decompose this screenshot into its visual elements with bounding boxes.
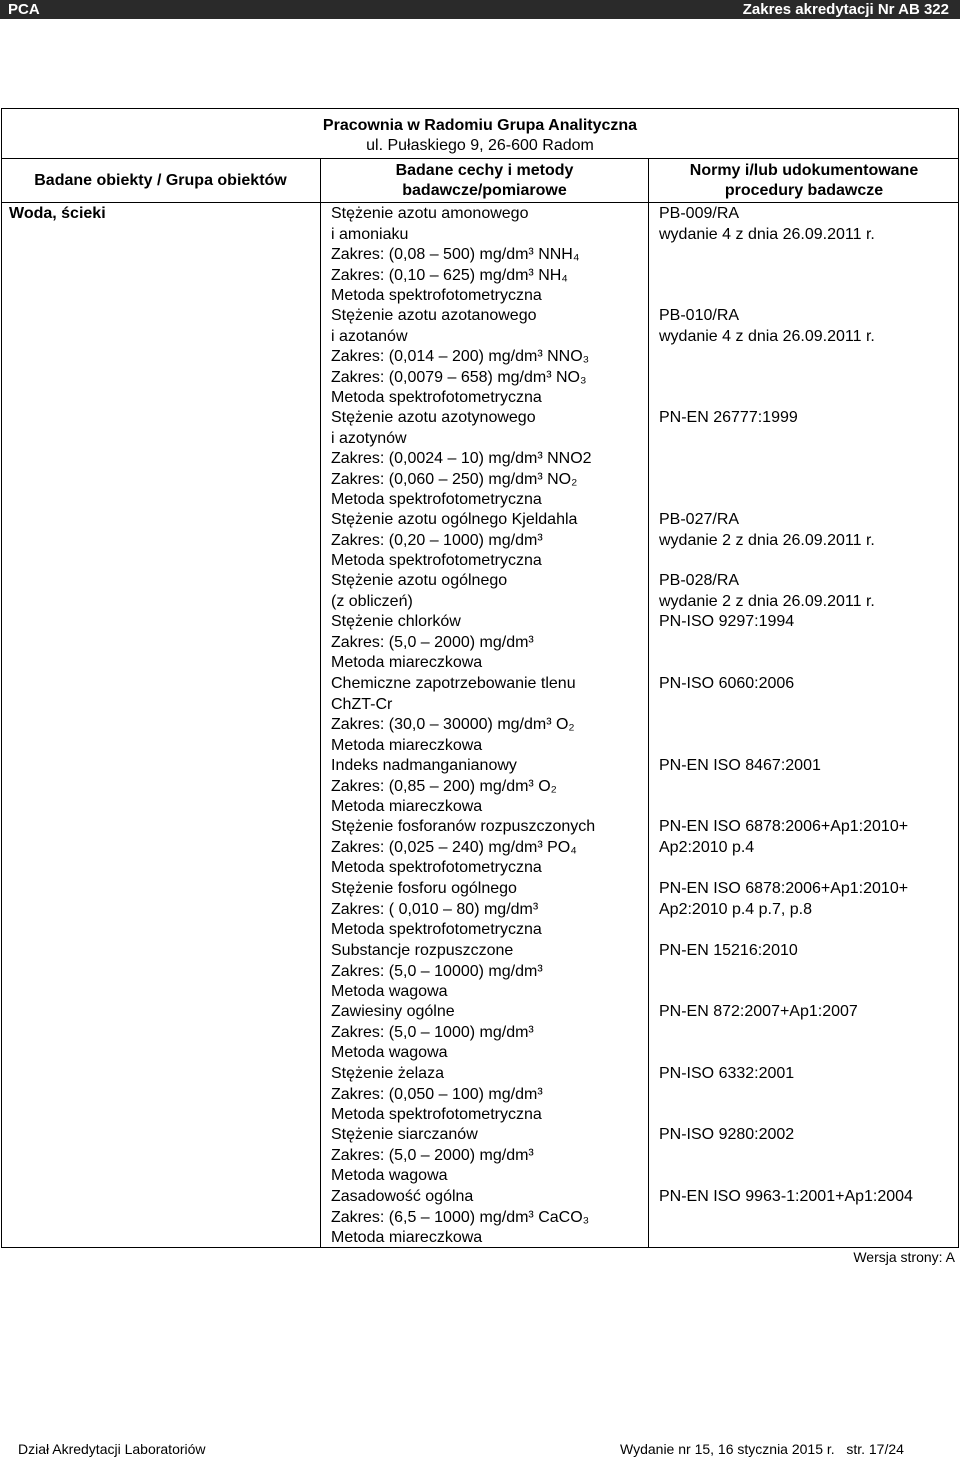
feature-line: Zakres: (0,014 – 200) mg/dm³ NNO₃ [331, 348, 590, 365]
feature-line: Metoda spektrofotometryczna [331, 1106, 542, 1123]
norm-line: PN-EN ISO 6878:2006+Ap1:2010+ [659, 818, 909, 835]
norm-line: wydanie 4 z dnia 26.09.2011 r. [659, 327, 875, 345]
feature-line: ChZT-Cr [331, 695, 393, 713]
feature-line: Metoda miareczkowa [331, 798, 483, 815]
feature-line: Metoda wagowa [331, 1167, 448, 1184]
feature-line: Zakres: (5,0 – 10000) mg/dm³ [331, 962, 543, 980]
feature-line: Metoda spektrofotometryczna [331, 491, 542, 508]
norm-line: Ap2:2010 p.4 [659, 838, 755, 856]
norm-line: wydanie 2 z dnia 26.09.2011 r. [659, 592, 875, 610]
norm-line: PN-ISO 6060:2006 [659, 675, 795, 692]
column-header-features-2: badawcze/pomiarowe [402, 182, 567, 199]
column-header-features: Badane cechy i metody [395, 162, 574, 179]
feature-line: i azotanów [331, 327, 408, 345]
feature-line: Metoda miareczkowa [331, 654, 483, 671]
norm-line: PB-009/RA [659, 205, 740, 222]
norm-line: PB-010/RA [659, 307, 740, 324]
feature-line: Zakres: ( 0,010 – 80) mg/dm³ [331, 900, 539, 918]
norm-line: wydanie 2 z dnia 26.09.2011 r. [659, 531, 875, 549]
norm-line: PB-027/RA [659, 511, 740, 528]
feature-line: Stężenie fosforu ogólnego [331, 880, 517, 897]
feature-line: i azotynów [331, 429, 407, 447]
feature-line: (z obliczeń) [331, 592, 413, 610]
feature-line: Substancje rozpuszczone [331, 942, 514, 959]
tested-object: Woda, ścieki [9, 205, 106, 222]
feature-line: Metoda miareczkowa [331, 1229, 483, 1246]
lab-header-divider [1, 158, 959, 159]
column-header-objects: Badane obiekty / Grupa obiektów [34, 172, 287, 189]
header-left: PCA [8, 1, 40, 18]
feature-line: Stężenie azotu ogólnego [331, 572, 508, 589]
column-divider-2 [648, 158, 649, 1248]
feature-line: Chemiczne zapotrzebowanie tlenu [331, 675, 576, 692]
feature-line: Metoda wagowa [331, 1044, 448, 1061]
lab-name: Pracownia w Radomiu Grupa Analityczna [322, 117, 638, 134]
column-header-divider [1, 202, 959, 203]
footer-left: Dział Akredytacji Laboratoriów [18, 1441, 206, 1457]
header-right: Zakres akredytacji Nr AB 322 [742, 1, 949, 18]
feature-line: Zakres: (0,08 – 500) mg/dm³ NNH₄ [331, 246, 580, 263]
feature-line: Stężenie azotu azotynowego [331, 409, 536, 426]
feature-line: Metoda wagowa [331, 983, 448, 1000]
feature-line: Stężenie chlorków [331, 613, 461, 630]
feature-line: Zakres: (0,025 – 240) mg/dm³ PO₄ [331, 838, 577, 856]
feature-line: Metoda spektrofotometryczna [331, 859, 542, 876]
norm-line: PB-028/RA [659, 572, 740, 589]
feature-line: Metoda spektrofotometryczna [331, 552, 542, 569]
page-header [0, 0, 960, 19]
feature-line: Metoda spektrofotometryczna [331, 389, 542, 406]
feature-line: Zakres: (5,0 – 2000) mg/dm³ [331, 633, 534, 651]
norm-line: PN-EN 15216:2010 [659, 942, 798, 959]
norm-line: PN-EN 26777:1999 [659, 409, 798, 426]
norm-line: PN-EN 872:2007+Ap1:2007 [659, 1003, 858, 1020]
norm-line: PN-EN ISO 6878:2006+Ap1:2010+ [659, 880, 909, 897]
lab-address: ul. Pułaskiego 9, 26-600 Radom [366, 137, 594, 154]
feature-line: Zakres: (5,0 – 1000) mg/dm³ [331, 1023, 534, 1041]
feature-line: Zawiesiny ogólne [331, 1003, 455, 1020]
feature-line: Metoda spektrofotometryczna [331, 287, 542, 304]
feature-line: Stężenie azotu azotanowego [331, 307, 537, 324]
feature-line: i amoniaku [331, 225, 409, 243]
norm-line: wydanie 4 z dnia 26.09.2011 r. [659, 225, 875, 243]
feature-line: Indeks nadmanganianowy [331, 757, 517, 774]
feature-line: Zasadowość ogólna [331, 1188, 474, 1205]
feature-line: Zakres: (0,050 – 100) mg/dm³ [331, 1085, 543, 1103]
norm-line: PN-EN ISO 9963-1:2001+Ap1:2004 [659, 1188, 913, 1205]
feature-line: Zakres: (30,0 – 30000) mg/dm³ O₂ [331, 716, 575, 733]
feature-line: Zakres: (0,0079 – 658) mg/dm³ NO₃ [331, 368, 587, 386]
feature-line: Zakres: (0,0024 – 10) mg/dm³ NNO2 [331, 450, 592, 467]
feature-line: Zakres: (0,20 – 1000) mg/dm³ [331, 531, 543, 549]
feature-line: Zakres: (0,060 – 250) mg/dm³ NO₂ [331, 470, 578, 488]
norm-line: PN-ISO 6332:2001 [659, 1065, 795, 1082]
feature-line: Zakres: (6,5 – 1000) mg/dm³ CaCO₃ [331, 1208, 590, 1226]
feature-line: Stężenie azotu ogólnego Kjeldahla [331, 511, 578, 528]
feature-line: Zakres: (0,85 – 200) mg/dm³ O₂ [331, 777, 557, 795]
feature-line: Stężenie fosforanów rozpuszczonych [331, 818, 596, 835]
feature-line: Metoda miareczkowa [331, 736, 483, 754]
column-header-norms: Normy i/lub udokumentowane [689, 162, 919, 179]
norm-line: PN-EN ISO 8467:2001 [659, 757, 821, 774]
norm-line: PN-ISO 9297:1994 [659, 613, 795, 630]
norm-line: PN-ISO 9280:2002 [659, 1126, 795, 1143]
norm-line: Ap2:2010 p.4 p.7, p.8 [659, 900, 813, 918]
feature-line: Zakres: (5,0 – 2000) mg/dm³ [331, 1146, 534, 1164]
feature-line: Stężenie azotu amonowego [331, 205, 529, 222]
feature-line: Zakres: (0,10 – 625) mg/dm³ NH₄ [331, 266, 568, 284]
column-divider-1 [320, 158, 321, 1248]
feature-line: Metoda spektrofotometryczna [331, 921, 542, 938]
feature-line: Stężenie żelaza [331, 1065, 444, 1082]
page-version: Wersja strony: A [853, 1249, 955, 1265]
feature-line: Stężenie siarczanów [331, 1126, 478, 1143]
footer-right: Wydanie nr 15, 16 stycznia 2015 r. str. 17/24 [620, 1441, 904, 1457]
column-header-norms-2: procedury badawcze [724, 182, 884, 199]
